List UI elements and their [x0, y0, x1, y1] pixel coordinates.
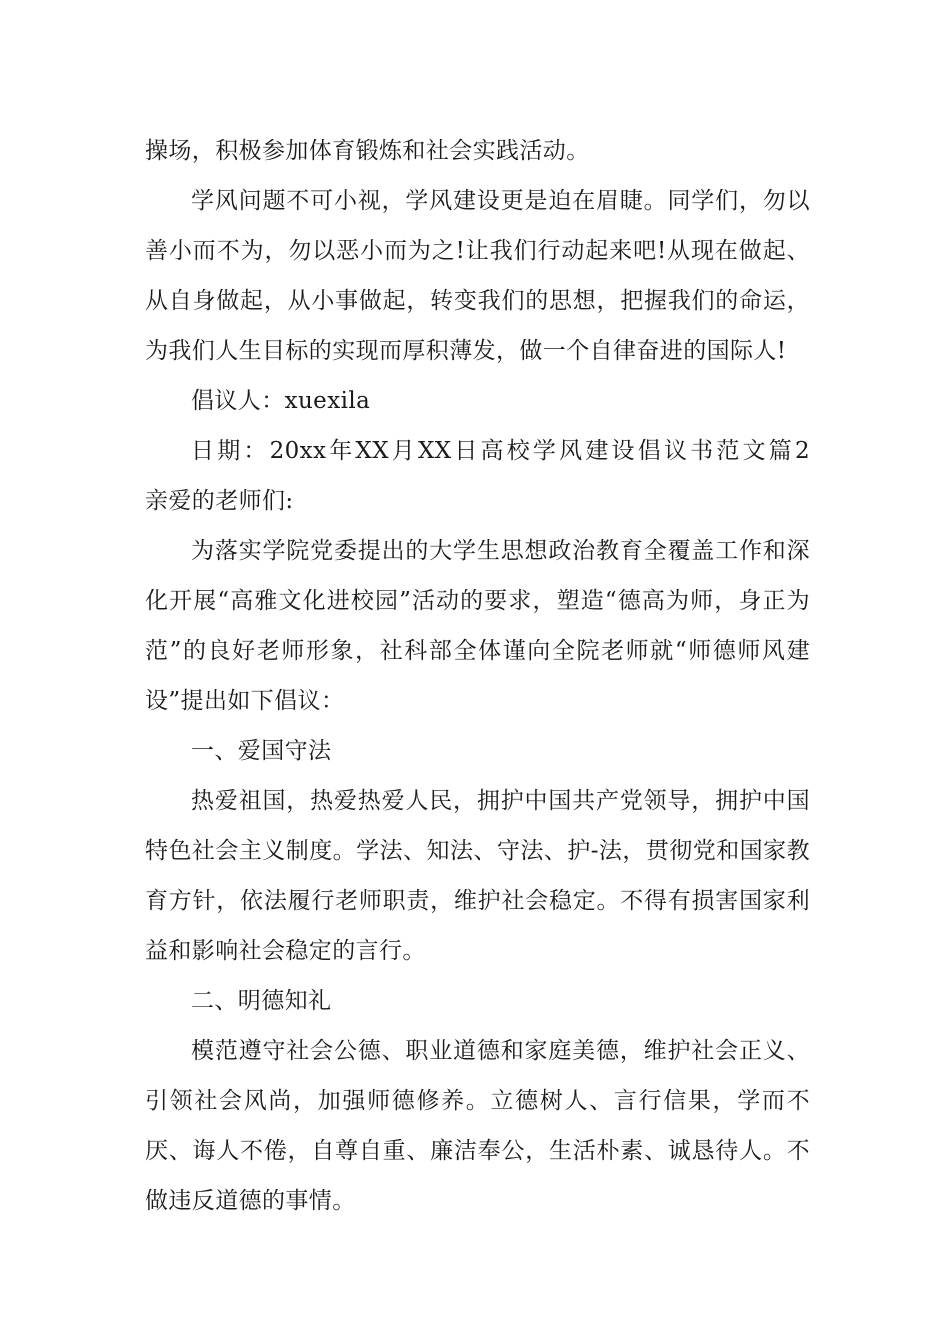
paragraph-date-title: 日期：20xx年XX月XX日高校学风建设倡议书范文篇2 亲爱的老师们:	[145, 438, 857, 514]
section-heading-1: 一、爱国守法	[191, 738, 332, 764]
paragraph-section-2: 模范遵守社会公德、职业道德和家庭美德，维护社会正义、引领社会风尚，加强师德修养。立德树人、言行信果，学而不厌、诲人不倦，自尊自重、廉洁奉公，生活朴素、诚恳待人。不做违反道德的事情。	[145, 1038, 810, 1214]
document-body	[145, 126, 857, 1226]
paragraph-initiator: 倡议人：xuexila	[191, 388, 371, 414]
paragraph-continuation: 操场，积极参加体育锻炼和社会实践活动。	[145, 138, 590, 164]
paragraph-section-1: 热爱祖国，热爱热爱人民，拥护中国共产党领导，拥护中国特色社会主义制度。学法、知法、守法、护-法，贯彻党和国家教育方针，依法履行老师职责，维护社会稳定。不得有损害国家利益和影响社会稳定的言行。	[145, 788, 810, 964]
paragraph-study-style: 学风问题不可小视，学风建设更是迫在眉睫。同学们，勿以善小而不为，勿以恶小而为之!让我们行动起来吧!从现在做起、从自身做起，从小事做起，转变我们的思想，把握我们的命运，为我们人生目标的实现而厚积薄发，做一个自律奋进的国际人!	[145, 188, 810, 364]
paragraph-intro: 为落实学院党委提出的大学生思想政治教育全覆盖工作和深化开展“高雅文化进校园”活动的要求，塑造“德高为师，身正为范”的良好老师形象，社科部全体谨向全院老师就“师德师风建设”提出如下倡议：	[145, 538, 810, 714]
section-heading-2: 二、明德知礼	[191, 988, 332, 1014]
